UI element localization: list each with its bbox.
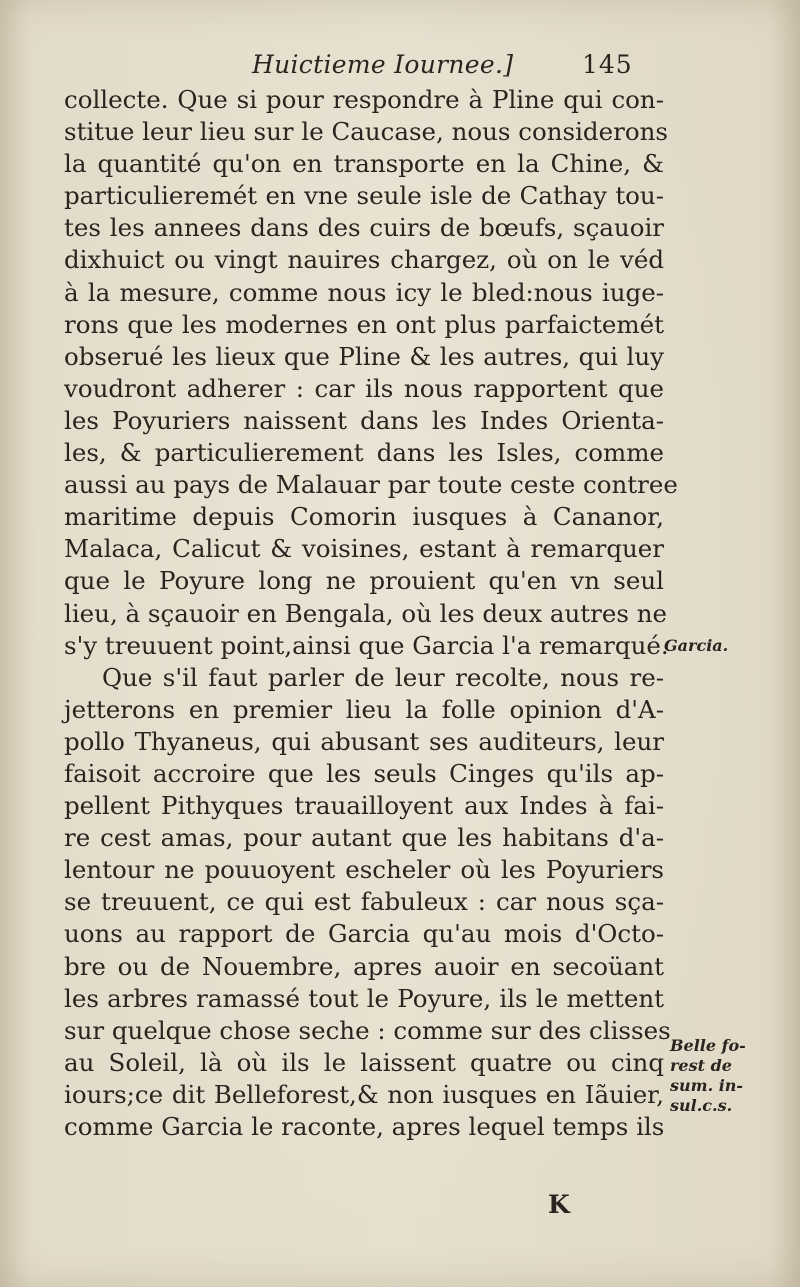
text-line: re cest amas, pour autant que les habitans d'a-	[64, 823, 664, 853]
text-line: dixhuict ou vingt nauires chargez, où on le véd	[64, 245, 664, 275]
text-line: à la mesure, comme nous icy le bled:nous iuge-	[64, 277, 664, 307]
text-line: uons au rapport de Garcia qu'au mois d'Octo-	[64, 919, 664, 949]
text-line: iours;ce dit Belleforest,& non iusques en Iãuier,	[64, 1079, 664, 1109]
text-line: les arbres ramassé tout le Poyure, ils le mettent	[64, 983, 664, 1013]
text-line: tes les annees dans des cuirs de bœufs, sçauoir	[64, 213, 664, 243]
margin-note-line: sul.c.s.	[670, 1096, 733, 1115]
text-line: sur quelque chose seche : comme sur des clisses	[64, 1015, 671, 1045]
text-line: maritime depuis Comorin iusques à Cananor,	[64, 502, 664, 532]
text-line: au Soleil, là où ils le laissent quatre ou cinq	[64, 1047, 664, 1077]
margin-note-line: sum. in-	[670, 1076, 744, 1095]
text-line: rons que les modernes en ont plus parfaictemét	[64, 309, 664, 339]
text-line: la quantité qu'on en transporte en la Chine, &	[64, 149, 664, 179]
margin-note-line: rest de	[670, 1056, 732, 1075]
text-line: voudront adherer : car ils nous rapportent que	[64, 373, 664, 403]
text-line: les, & particulierement dans les Isles, comme	[64, 438, 664, 468]
margin-note-belleforest	[670, 1036, 746, 1116]
text-line: faisoit accroire que les seuls Cinges qu'ils ap-	[64, 758, 664, 788]
text-line: jetterons en premier lieu la folle opinion d'A-	[64, 694, 664, 724]
text-line: pellent Pithyques trauailloyent aux Indes à fai-	[64, 791, 664, 821]
text-line: que le Poyure long ne prouient qu'en vn seul	[64, 566, 664, 596]
text-line: lentour ne pouuoyent escheler où les Poyuriers	[64, 855, 664, 885]
text-line: bre ou de Nouembre, apres auoir en secoüant	[64, 951, 664, 981]
margin-notes	[664, 0, 794, 1287]
running-title: Huictieme Iournee.]	[252, 50, 514, 79]
text-line: comme Garcia le raconte, apres lequel temps ils	[64, 1112, 665, 1141]
text-line: les Poyuriers naissent dans les Indes Orienta-	[64, 405, 664, 435]
page-number: 145	[582, 50, 633, 79]
margin-note-garcia: Garcia.	[664, 636, 729, 655]
text-line: s'y treuuent point,ainsi que Garcia l'a remarqué.	[64, 630, 669, 660]
text-line: collecte. Que si pour respondre à Pline qui con-	[64, 85, 664, 114]
signature-mark: K	[548, 1190, 570, 1219]
text-line: pollo Thyaneus, qui abusant ses auditeurs, leur	[64, 726, 664, 756]
margin-note-line: Belle fo-	[670, 1036, 746, 1055]
text-line: obserué les lieux que Pline & les autres, qui luy	[64, 341, 664, 371]
body-text	[64, 84, 678, 1143]
text-line: lieu, à sçauoir en Bengala, où les deux autres ne	[64, 598, 668, 628]
text-line: Que s'il faut parler de leur recolte, nous re-	[102, 662, 664, 692]
text-line: particulieremét en vne seule isle de Cathay tou-	[64, 181, 664, 211]
text-line: se treuuent, ce qui est fabuleux : car nous sça-	[64, 887, 664, 917]
text-line: Malaca, Calicut & voisines, estant à remarquer	[64, 534, 664, 564]
text-line: aussi au pays de Malauar par toute ceste contree	[64, 470, 678, 500]
text-line: stitue leur lieu sur le Caucase, nous considerons	[64, 117, 668, 147]
